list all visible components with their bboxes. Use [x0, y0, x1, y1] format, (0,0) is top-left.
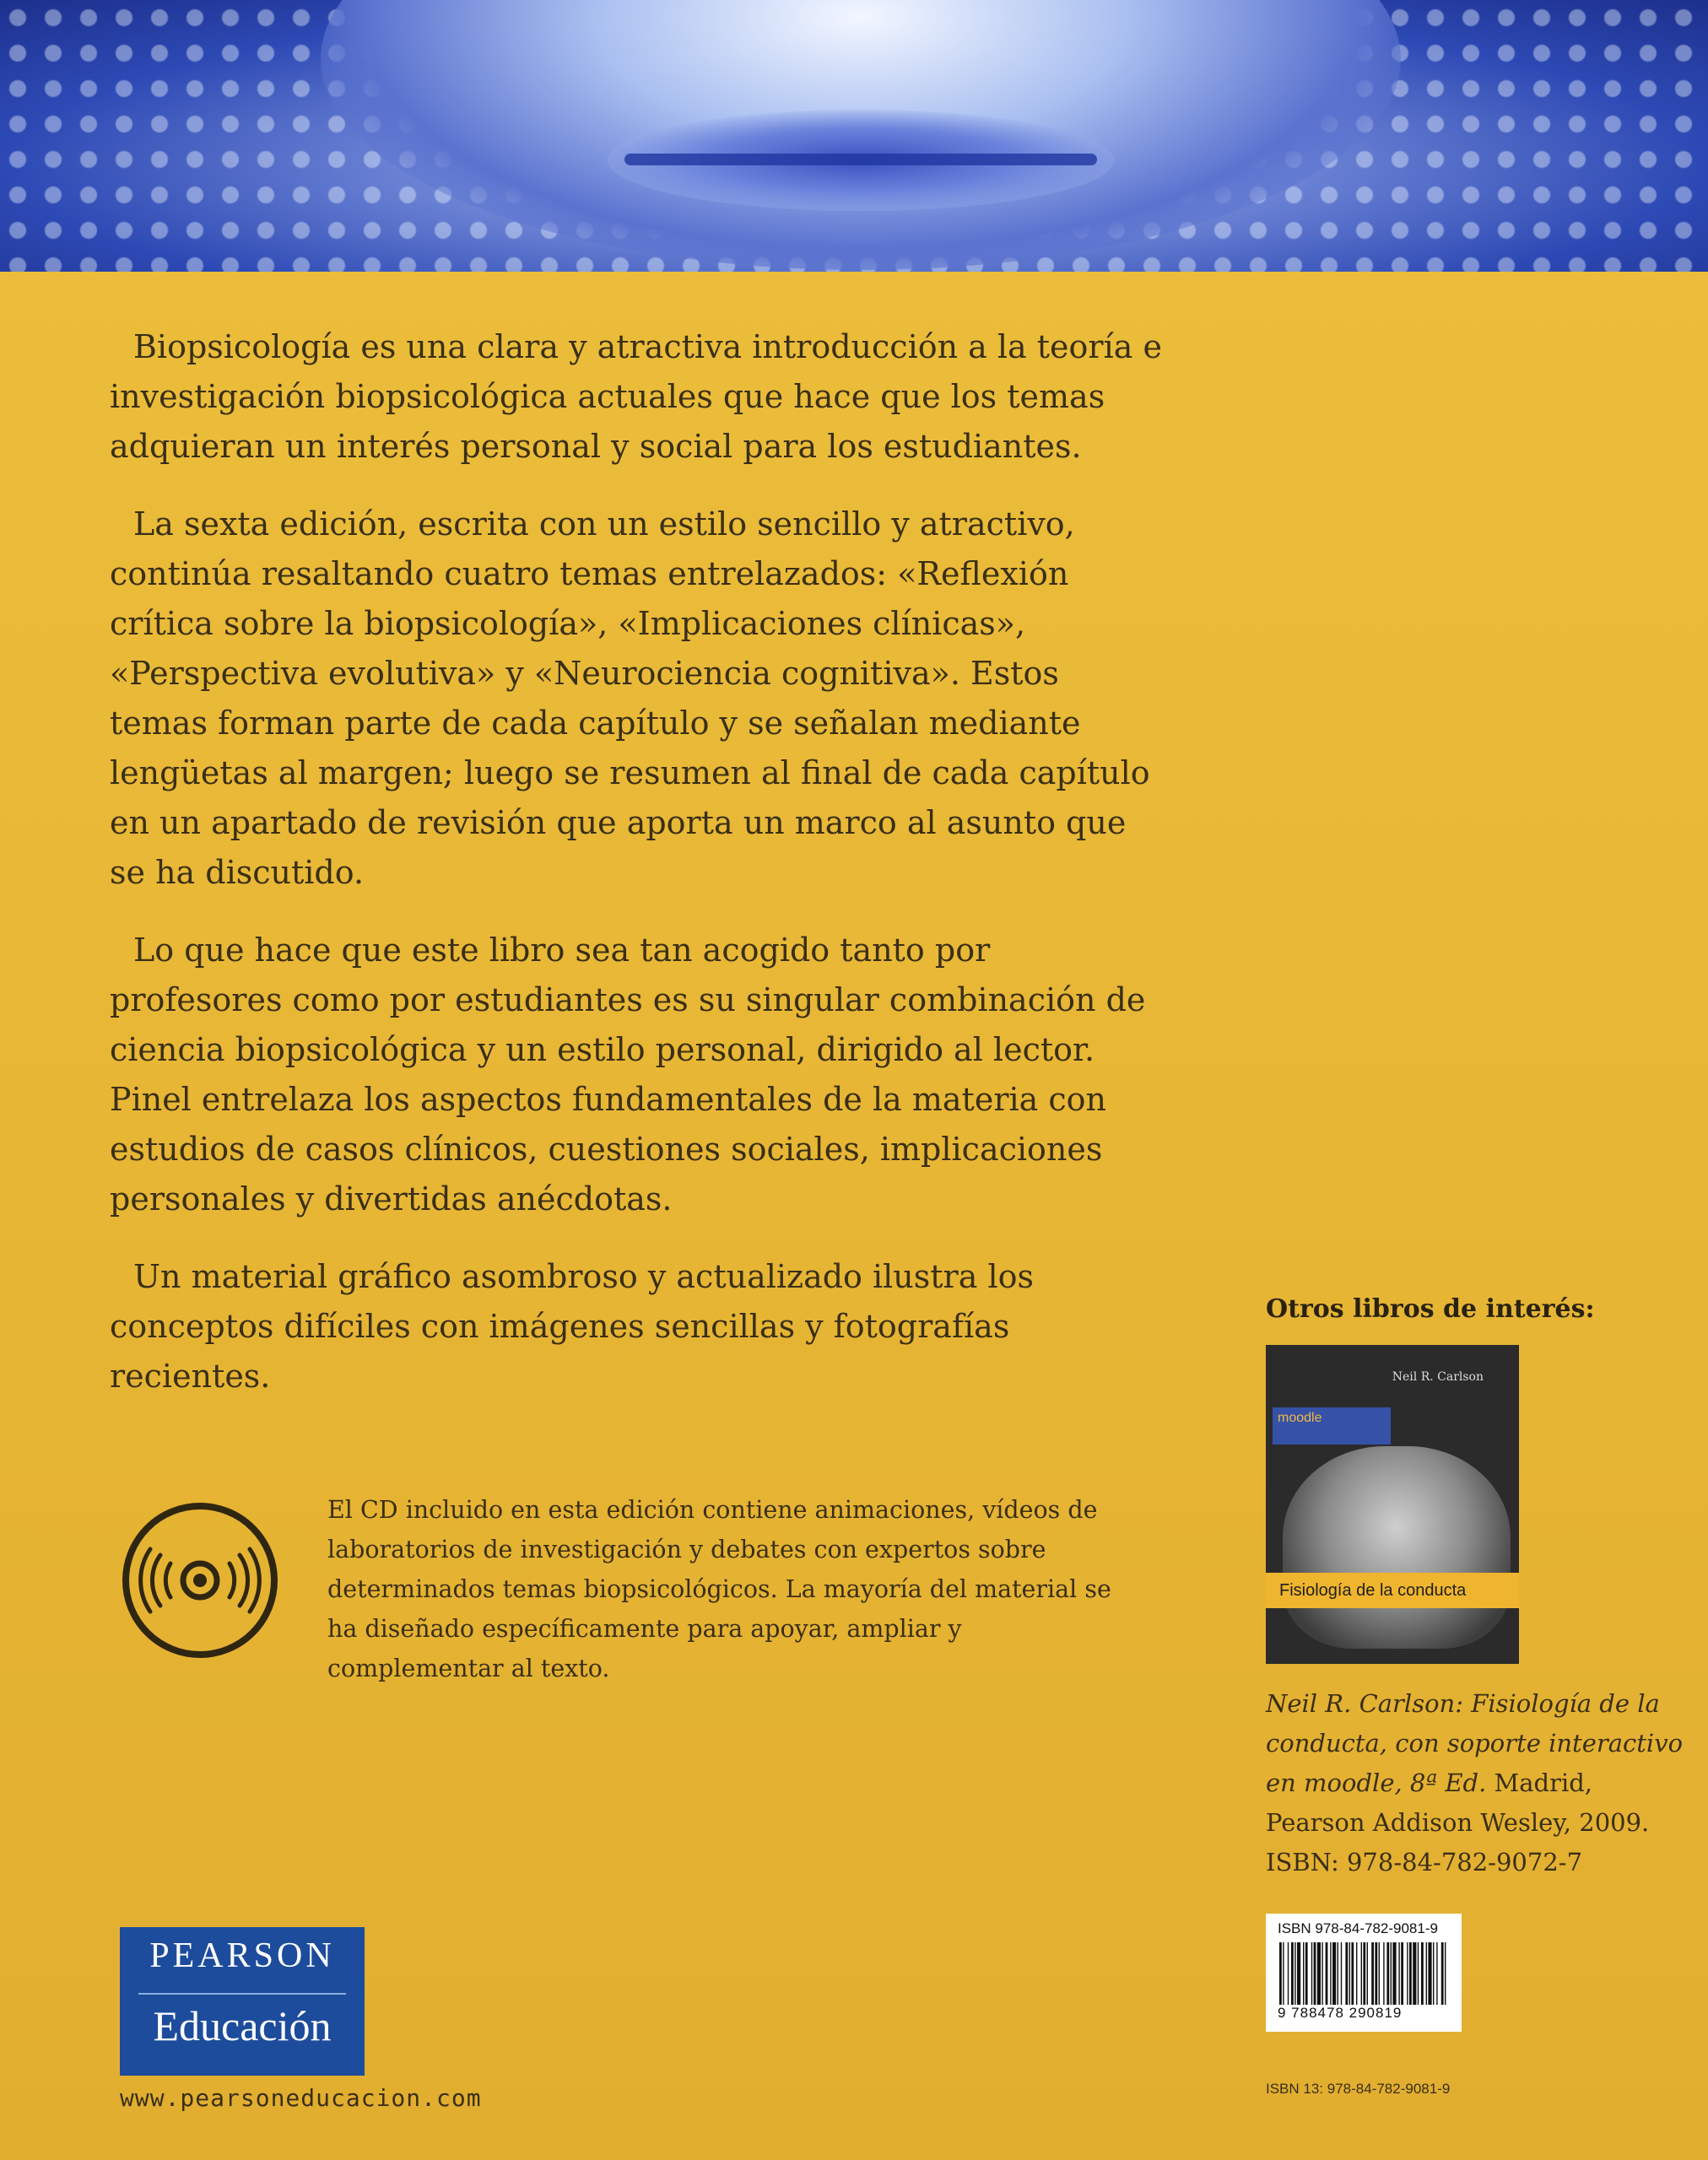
- other-book-caption: [1266, 1684, 1688, 1882]
- barcode-bars: [1278, 1942, 1450, 2005]
- isbn-13: ISBN 13: 978-84-782-9081-9: [1266, 2081, 1451, 2097]
- barcode-number: 9 788478 290819: [1278, 2005, 1403, 2021]
- paragraph-3: Lo que hace que este libro sea tan acogido tanto por profesores como por estudiantes es su singular combinación de ciencia biopsicológica y un estilo personal, dirigido al lector. Pinel entrelaza los aspectos fundamentales de la materia con estudios de casos clínicos, cuestiones sociales, implicaciones personales y divertidas anécdotas.: [110, 932, 1146, 1218]
- barcode-isbn: ISBN 978-84-782-9081-9: [1278, 1920, 1438, 1936]
- pearson-name: PEARSON: [149, 1936, 335, 1975]
- paragraph-2: La sexta edición, escrita con un estilo sencillo y atractivo, continúa resaltando cuatro temas entrelazados: «Reflexión crítica sobre la biopsicología», «Implicaciones clínicas», «Perspectiva evolutiva» y «Neurociencia cognitiva». Estos temas forman parte de cada capítulo y se señalan mediante lengüetas al margen; luego se resumen al final de cada capítulo en un apartado de revisión que aporta un marco al asunto que se ha discutido.: [110, 505, 1150, 891]
- moodle-badge: moodle: [1273, 1407, 1391, 1444]
- other-books-heading: Otros libros de interés:: [1266, 1294, 1595, 1324]
- paragraph-4: Un material gráfico asombroso y actualizado ilustra los conceptos difíciles con imágenes sencillas y fotografías recientes.: [110, 1258, 1034, 1395]
- barcode: [1266, 1914, 1462, 2032]
- caption-publisher: Madrid, Pearson Addison Wesley, 2009.: [1266, 1768, 1650, 1837]
- caption-isbn: ISBN: 978-84-782-9072-7: [1266, 1848, 1583, 1876]
- cd-icon: [120, 1500, 280, 1660]
- book-cover-author: Neil R. Carlson: [1392, 1370, 1484, 1384]
- book-cover-title: Fisiología de la conducta: [1266, 1573, 1519, 1608]
- pearson-logo: [120, 1927, 365, 2076]
- caption-title: Neil R. Carlson: Fisiología de la conducta, con soporte interactivo en moodle, 8ª Ed.: [1266, 1689, 1684, 1797]
- paragraph-1: Biopsicología es una clara y atractiva introducción a la teoría e investigación biopsicológica actuales que hace que los temas adquieran un interés personal y social para los estudiantes.: [110, 328, 1162, 465]
- cd-description: El CD incluido en esta edición contiene animaciones, vídeos de laboratorios de investigación y debates con expertos sobre determinados temas biopsicológicos. La mayoría del material se ha diseñado específicamente para apoyar, ampliar y complementar al texto.: [327, 1496, 1111, 1682]
- book-cover-thumbnail: [1266, 1345, 1519, 1664]
- description-text: [110, 322, 1165, 1429]
- pearson-division: Educación: [153, 2002, 332, 2049]
- cover-photo: [0, 0, 1708, 272]
- publisher-url: www.pearsoneducacion.com: [120, 2084, 482, 2112]
